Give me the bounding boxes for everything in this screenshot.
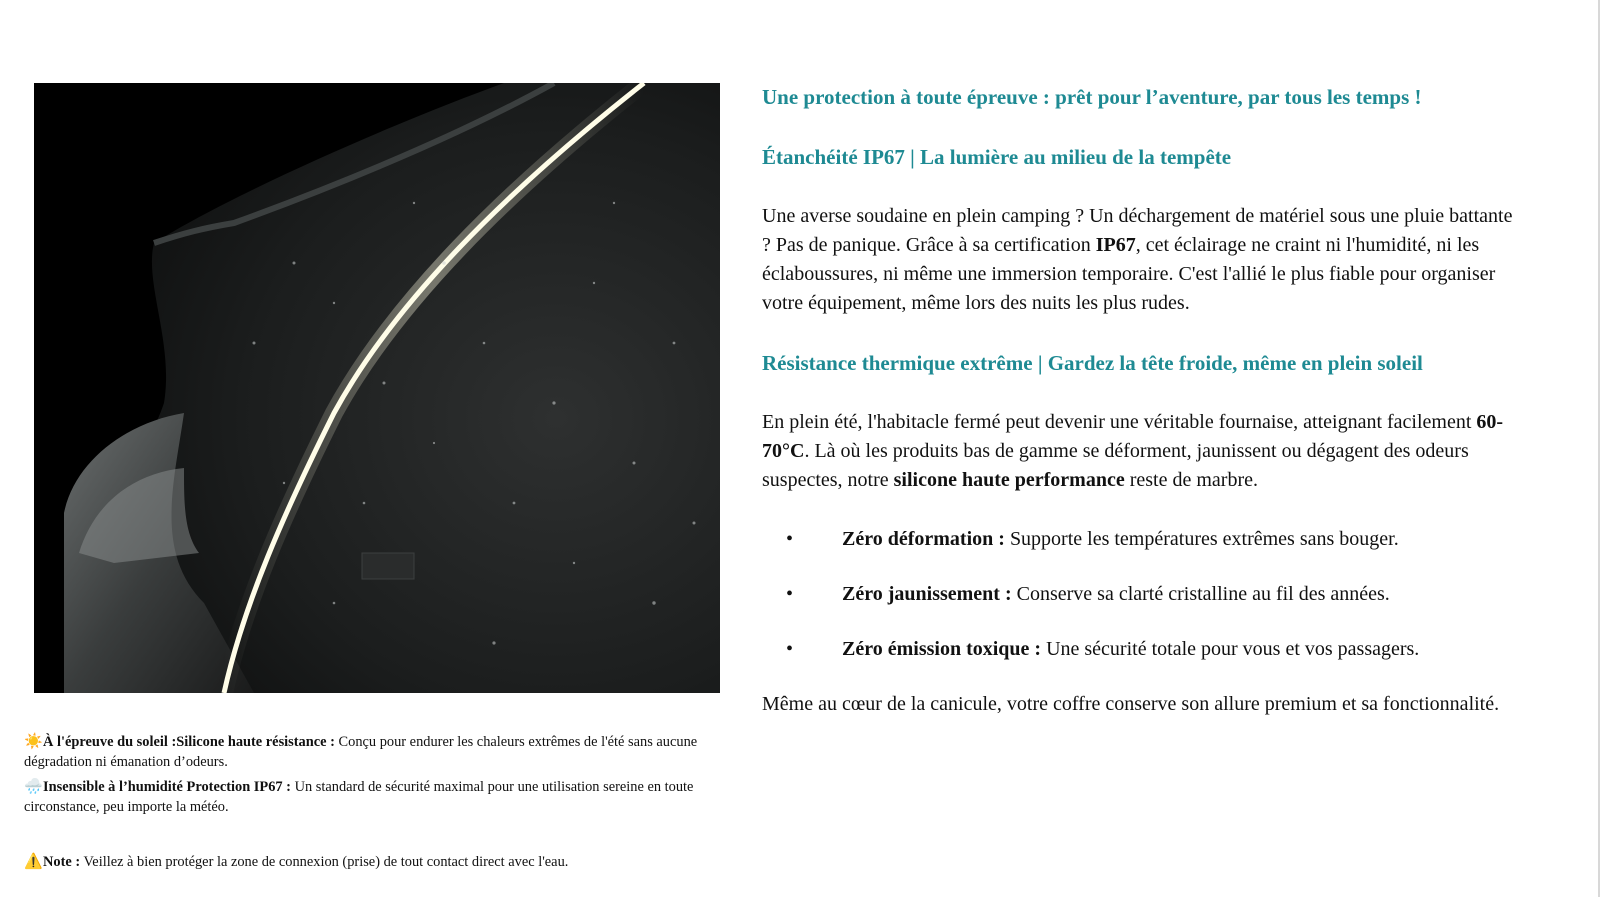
- caption-sun-text: Conçu pour endurer les chaleurs extrêmes de l'été sans aucune dégradation ni émanation d’odeurs.: [24, 734, 698, 770]
- paragraph-thermal-text-mid: . Là où les produits bas de gamme se déforment, jaunissent ou dégagent des odeurs suspectes, notre: [762, 440, 1469, 491]
- photo-captions: [24, 731, 724, 876]
- caption-note: [24, 851, 724, 872]
- paragraph-waterproof-bold: IP67: [1095, 234, 1136, 256]
- caption-note-bold: Note :: [43, 854, 81, 870]
- paragraph-thermal-text: En plein été, l'habitacle fermé peut devenir une véritable fournaise, atteignant facilement: [762, 411, 1477, 433]
- feature-bold: Zéro jaunissement :: [842, 583, 1012, 605]
- feature-text: Conserve sa clarté cristalline au fil des années.: [1011, 583, 1390, 605]
- closing-paragraph: Même au cœur de la canicule, votre coffre conserve son allure premium et sa fonctionnalité.: [762, 693, 1500, 715]
- paragraph-waterproof-text: Une averse soudaine en plein camping ? Un déchargement de matériel sous une pluie battante ? Pas de panique. Grâce à sa certification: [762, 205, 1513, 256]
- section-heading-waterproof: Étanchéité IP67 | La lumière au milieu de la tempête: [762, 145, 1232, 169]
- caption-note-text: Veillez à bien protéger la zone de connexion (prise) de tout contact direct avec l'eau.: [80, 854, 569, 870]
- main-heading: Une protection à toute épreuve : prêt pour l’aventure, par tous les temps !: [762, 85, 1422, 109]
- paragraph-thermal-text-end: reste de marbre.: [1124, 469, 1258, 491]
- feature-bold: Zéro déformation :: [842, 528, 1005, 550]
- product-description: [762, 82, 1522, 719]
- caption-sun-bold: À l'épreuve du soleil :Silicone haute résistance :: [43, 734, 335, 750]
- list-item: [762, 580, 1522, 609]
- feature-text: Supporte les températures extrêmes sans bouger.: [1004, 528, 1399, 550]
- paragraph-thermal-bold-silicone: silicone haute performance: [893, 469, 1125, 491]
- rain-cloud-icon: 🌧️: [24, 777, 43, 795]
- paragraph-waterproof: [762, 202, 1522, 318]
- caption-rain: [24, 776, 724, 817]
- paragraph-thermal-bold-temp: 60-70°C: [762, 411, 1504, 462]
- bullet-icon: •: [786, 528, 794, 550]
- caption-sun: [24, 731, 724, 772]
- paragraph-thermal: [762, 408, 1522, 495]
- car-trunk-light-illustration: [34, 83, 720, 693]
- product-photo: [34, 83, 720, 693]
- section-heading-thermal: Résistance thermique extrême | Gardez la tête froide, même en plein soleil: [762, 351, 1423, 375]
- feature-bold: Zéro émission toxique :: [842, 638, 1042, 660]
- list-item: [762, 635, 1522, 664]
- caption-rain-bold: Insensible à l’humidité Protection IP67 :: [43, 779, 291, 795]
- list-item: [762, 525, 1522, 554]
- caption-rain-text: Un standard de sécurité maximal pour une utilisation sereine en toute circonstance, peu importe la météo.: [24, 779, 694, 815]
- feature-list: [762, 525, 1522, 664]
- bullet-icon: •: [786, 583, 794, 605]
- warning-icon: ⚠️: [24, 852, 43, 870]
- paragraph-waterproof-text-end: , cet éclairage ne craint ni l'humidité, ni les éclaboussures, ni même une immersion temporaire. C'est l'allié le plus fiable pour organiser votre équipement, même lors des nuits les plus rudes.: [762, 234, 1496, 314]
- sun-icon: ☀️: [24, 732, 43, 750]
- bullet-icon: •: [786, 638, 794, 660]
- feature-text: Une sécurité totale pour vous et vos passagers.: [1041, 638, 1420, 660]
